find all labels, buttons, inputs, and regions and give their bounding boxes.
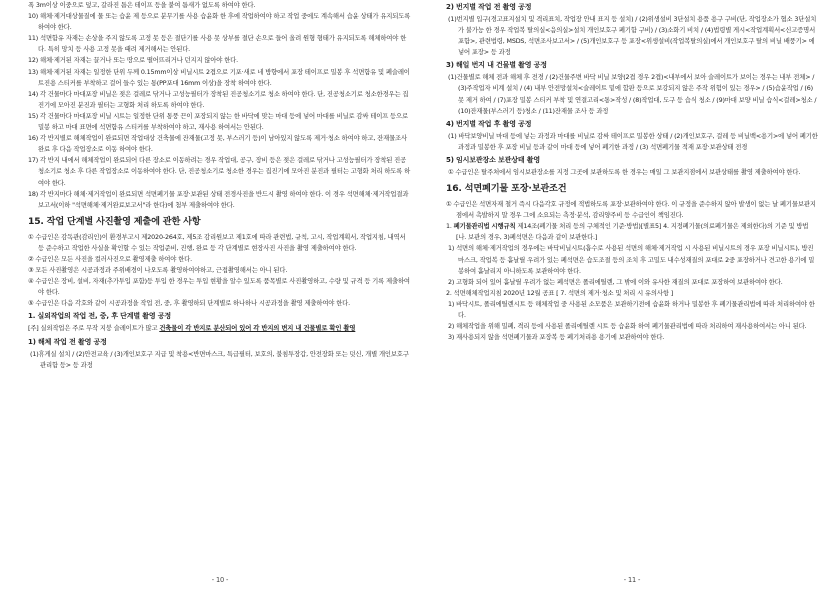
section15-item: ① 수급인은 감독관(감리인)이 환경부고시 제2020-264호, 제5조 감리원보고 제1호에 따라 관련법, 규칙, 고시, 작업계획서, 작업지침, 내역서 등 준수하고 작업한 사실을 확인할 수 있는 작업준비, 진행, 완료 등 각 단계별로 현장사진 사진을 촬영 제출하여야 한다. bbox=[28, 233, 406, 252]
section15-title: 15. 작업 단계별 사진촬영 제출에 관한 사항 bbox=[28, 215, 201, 227]
intro-line: 10) 해체·제거대상물질에 물 또는 습윤 제 등으로 분무기를 사용 습윤화 한 후에 작업하여야 하고 작업 중에도 계속해서 습윤 상태가 유지되도록 하여야 한다. bbox=[28, 13, 411, 32]
left-page bbox=[28, 0, 412, 590]
section16-item1-sub: 1) 석면의 해체·제거작업의 경우에는 바닥비닐시트(흡수로 사용된 석면의 해체·제거작업 시 사용된 비닐시트의 경우 포장 비닐시트), 방진마스크, 작업복 등 흩날릴 우려가 있는 폐석면은 습도조절 등의 조치 후 고밀도 내수성재질의 포대로 2중 포장하거나 견고한 용기에 밀봉하여 흩날리지 아니하도록 보관하여야 한다. bbox=[448, 245, 815, 275]
intro-line: 11) 석면함유 자재는 손상을 주지 않도록 고정 못 등은 절단기를 사용 못 상부를 절단 손으로 들어 올려 원형 형태가 유지되도록 해체하여야 한다. 특히 망치 등 사용 고정 못을 때려 제거해서는 안된다. bbox=[28, 35, 407, 54]
intro-line: 15) 각 건물마다 마대포장 비닐 시트는 일정한 단위 통풍 끈이 포장되지 않는 한 바닥에 맞는 마대 등에 넣어 마대를 비닐로 감싸 테이프 등으로 밀봉 하고 마대 표면에 석면함유 스티커를 부착하여야 하고, 재사용 하여서는 안된다. bbox=[28, 112, 408, 132]
intro-line: 12) 해체·제거된 자재는 끌거나 또는 땅으로 떨어뜨리거나 던지지 않아야 한다. bbox=[28, 57, 238, 65]
section16-item1-emphasis: 폐기물관리법 시행규칙 bbox=[453, 223, 516, 231]
intro-line: 13) 해체·제거된 자재는 일정한 단위 두께 0.15mm이상 비닐시트 2겹으로 기포·새로 네 방향에서 포장 테이프로 밀봉 후 석면함유 및 폐슬레이트진용 스티커를 부착하고 걸어 들수 있는 통(PP포대 16mm 이상)을 장착 하여야 한다. bbox=[28, 68, 410, 87]
sub3-title: 3) 해일 번지 내 건물별 촬영 공정 bbox=[446, 61, 547, 70]
intro-line: 18) 각 반지마다 해체·제거작업이 완료되면 석면폐기물 포장·보관된 상태 전경사진을 반드시 촬영 하여야 한다. 이 경우 석면해체·제거작업결과보고서(이하 "석면해체·제거완료보고서"라 한다)에 첨부 제출하여야 한다. bbox=[28, 190, 409, 209]
section15-item: ③ 모든 사진촬영은 시공과정과 주위배경이 나오도록 촬영하여야하고, 근접촬영해서는 아니 된다. bbox=[28, 267, 288, 275]
section16-item2-sub: 3) 재사용되지 않을 석면폐기물과 포장복 등 폐기처리용 용기에 보관하여야 한다. bbox=[448, 334, 665, 342]
section16-item1-sub: 2) 고형화 되어 있어 흩날릴 우려가 없는 폐석면은 폴리에틸렌, 그 밖에 이와 유사한 재질의 포대로 포장하여 보관하여야 한다. bbox=[448, 278, 783, 286]
sub1-note-text: [주] 실외작업은 주로 무작 지붕 슬레이트가 많고 bbox=[28, 325, 160, 333]
section15-item: ② 수급인은 모든 사진을 컬러사진으로 촬영제출 하여야 한다. bbox=[28, 255, 192, 263]
sub2-line: (1)번지별 입구(경고표지설치 및 격리표치, 작업장 안내 표지 등 설치) / (2)위생설비 3단설치 용품 용구 구비(단, 작업장소가 협소 3단설치가 불가능 한 경우 작업복 탈의실<음의실>설치 개인보호구 폐기함 구비) / (3)소화기 비치 / (4)법령별 게시<작업계획서<신고증명서 포함>, 관련법령, MSDS, 석면조사보고서> / (5)개인보호구 등 포장<위생설비(작업복탈의실)에서 개인보호구 탈의 비닐 배풍기> 에 넣어 포장> 등 과정 bbox=[448, 16, 817, 57]
section16-intro: ① 수급인은 석면자재 철거 즉시 다음각호 규정에 적법하도록 포장·보관하여야 한다. 이 규정을 준수하지 않아 발생이 없는 날 폐기물보관지점에서 촉발하지 말 경우 그에 소요되는 측정·분석, 감리양주비 등 수급인이 책임진다. bbox=[446, 201, 816, 220]
section16-item1 bbox=[446, 221, 818, 243]
sub2-title: 2) 번지별 작업 전 촬영 공정 bbox=[446, 3, 532, 11]
sub5-title: 5) 임시보관장소 보관상태 촬영 bbox=[446, 155, 540, 164]
intro-line: 17) 각 반지 내에서 해체작업이 완료되어 다른 장소로 이동하려는 경우 작업대, 공구, 장비 등은 젖은 걸레로 닦거나 고성능필터가 장착된 진공청소기로 청소 후 다른 작업장소로 이동하여야 한다. 단, 진공청소기로 청소한 경우는 집진기에 모아진 분진과 필터는 고형화 처리 하도록 하여야 한다. bbox=[28, 157, 411, 187]
sub3-line: (1)건물별로 해체 전과 해체 후 전경 / (2)건물주변 바닥 비닐 보양(2겹 경우 2겹)<내부에서 보아 슬레이트가 보이는 경우는 내부 전체> / (3)주작업자 비계 설치 / (4) 내부 안전망설치<슬레이트 밑에 합판 등으로 보강되지 않은 주작 위험이 있는 경우> / (5)습윤작업 / (6)못 제거 하여 / (7)포장 밀봉 스티커 부착 및 연결고리<통>작성 / (8)작업대, 도구 등 습식 청소 / (9)마대 보양 비닐 습식<걸레>청소 / (10)잔재물(부스러기 등)청소 / (11)잔재물 조사 등 과정 bbox=[448, 74, 817, 115]
sub1-1-line: (1)휴게실 설치 / (2)안전교육 / (3)개인보호구 지급 및 착용<반면마스크, 특급필터, 보호의, 불침투장갑, 안전장화 또는 덧신, 개별 개인보호구 관리함 등> 등 과정 bbox=[30, 350, 409, 369]
sub4-title: 4) 번지별 작업 후 촬영 공정 bbox=[446, 119, 532, 128]
section16-item2-sub: 2) 해체작업을 위해 밀폐, 격리 등에 사용된 폴리에틸렌 시트 등 습윤화 하여 폐기물관리법에 따라 처리하여 재사용하여서는 아니 된다. bbox=[448, 323, 807, 331]
sub1-note-emphasis: 건축물이 각 반지로 분산되어 있어 각 반지의 변지 내 건물별로 확인 촬영 bbox=[159, 325, 356, 333]
sub4-line: (1) 바닥보양비닐 마대 등에 넣는 과정과 마대를 비닐로 감싸 테이프로 밀봉한 상태 / (2)개인보호구, 걸레 등 비닐백<용기>에 넣어 폐기한 과정과 밀봉한 후 포장 비닐 등과 같이 마대 등에 넣어 폐기한 과정 / (3) 석면폐기물 적재 포장·보관상태 전경 bbox=[448, 132, 818, 151]
section15-item: ④ 수급인은 장비, 설비, 자재(추가투입 포함)등 투입 한 경우는 투입 현황을 알수 있도록 품목별로 사진촬영하고, 수량 및 규격 등 기록 제출하여야 한다. bbox=[28, 278, 410, 297]
intro-line: 14) 각 건물마다 마대포장 비닐은 젖은 걸레로 닦거나 고성능필터가 장착된 진공청소기로 청소 하여야 한다. 단, 진공청소기로 청소한경우는 집진기에 모아진 분진과 필터는 고형화 처리 하도록 하여야 한다. bbox=[28, 90, 409, 109]
section16-item2: 2. 석면해체작업지침 2020년 12월 공표 [ 7. 석면의 제거·청소 및 처리 시 유의사항 ] bbox=[446, 289, 674, 297]
sub5-line: ① 수급인은 탈주처에서 임시보관장소를 지정 그곳에 보관하도록 한 경우는 매일 그 보관지점에서 보관상태를 촬영 제출하여야 한다. bbox=[448, 168, 801, 176]
intro-line: 폭 3m이상 이중으로 덮고, 갈라진 틈은 테이프 등을 붙여 틈새가 없도록 하여야 한다. bbox=[28, 2, 256, 9]
page-number-left: - 10 - bbox=[211, 576, 229, 584]
right-page bbox=[446, 0, 818, 590]
section16-item1-rest: 제14조(폐기물 처리 등의 구체적인 기준·방법)[별표5] 4. 지정폐기물(의료폐기물은 제외한다)의 기준 및 방법 [나. 보관의 경우, 3)폐석면은 다음과 같이 보관한다.] bbox=[456, 223, 809, 242]
section15-item: ⑤ 수급인은 다음 각호와 같이 시공과정을 작업 전, 중, 후 촬영하되 단계별로 하나하나 시공과정을 촬영 제출하여야 한다. bbox=[28, 300, 350, 308]
section16-item1-prefix: 1. bbox=[446, 223, 454, 231]
section16-title: 16. 석면폐기물 포장·보관조건 bbox=[446, 183, 567, 195]
page-number-right: - 11 - bbox=[623, 576, 641, 584]
sub1-title: 1. 실외작업의 작업 전, 중, 후 단계별 촬영 공정 bbox=[28, 312, 171, 321]
section16-item2-sub: 1) 바닥시트, 폴리에틸렌시트 등 해체작업 중 사용된 소모품은 보관하기전에 습윤화 하거나 밀봉한 후 폐기물관리법에 따라 처리하여야 한다. bbox=[448, 300, 815, 319]
sub1-1-title: 1) 해체 작업 전 촬영 공정 bbox=[28, 337, 107, 346]
sub1-note bbox=[28, 323, 412, 334]
intro-line: 16) 각 반지별로 해체작업이 완료되면 작업대상 건축물에 잔재물(고정 못, 부스러기 등)이 남아있지 않도록 제거·청소 하여야 하고, 잔재물조사 완료 후 다음 작업장소로 이동 하여야 한다. bbox=[28, 135, 408, 154]
